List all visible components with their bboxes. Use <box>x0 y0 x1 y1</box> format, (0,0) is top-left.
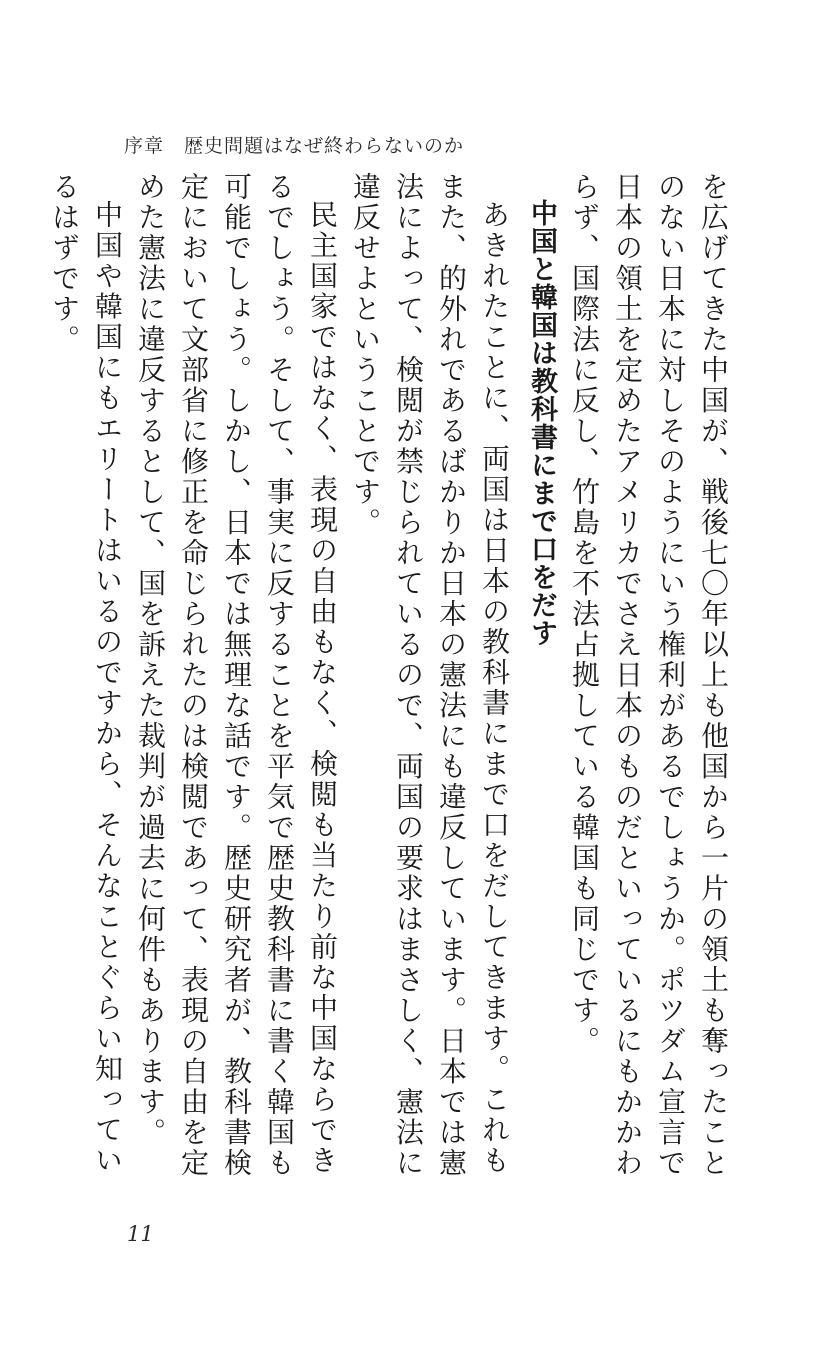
running-head: 序章 歴史問題はなぜ終わらないのか <box>124 135 465 157</box>
page-number: 11 <box>127 1222 154 1246</box>
vertical-text-block <box>43 172 735 1184</box>
section-heading: 中国と韓国は教科書にまで口をだす <box>526 199 557 647</box>
paragraph: 民主国家ではなく、表現の自由もなく、検閲も当たり前な中国ならできるでしょう。そして、事実に反することを平気で歴史教科書に書く韓国も可能でしょう。しかし、日本では無理な話です。歴史研究者が、教科書検定において文部省に修正を命じられたのは検閲であって、表現の自由を定めた憲法に違反するとして、国を訴えた裁判が過去に何件もあります。 <box>134 172 339 1179</box>
paragraph: あきれたことに、両国は日本の教科書にまで口をだしてきます。これもまた、的外れであるばかりか日本の憲法にも違反しています。日本では憲法によって、検閲が禁じられているので、両国の要求はまさしく、憲法に違反せよということです。 <box>349 172 511 1179</box>
paragraph: 中国や韓国にもエリートはいるのですから、そんなことぐらい知っているはずです。 <box>48 172 124 1176</box>
paragraph-continued: を広げてきた中国が、戦後七〇年以上も他国から一片の領土も奪ったことのない日本に対しそのようにいう権利があるでしょうか。ポツダム宣言で日本の領土を定めたアメリカでさえ日本のものだといっているにもかかわらず、国際法に反し、竹島を不法占拠している韓国も同じです。 <box>568 172 730 1179</box>
